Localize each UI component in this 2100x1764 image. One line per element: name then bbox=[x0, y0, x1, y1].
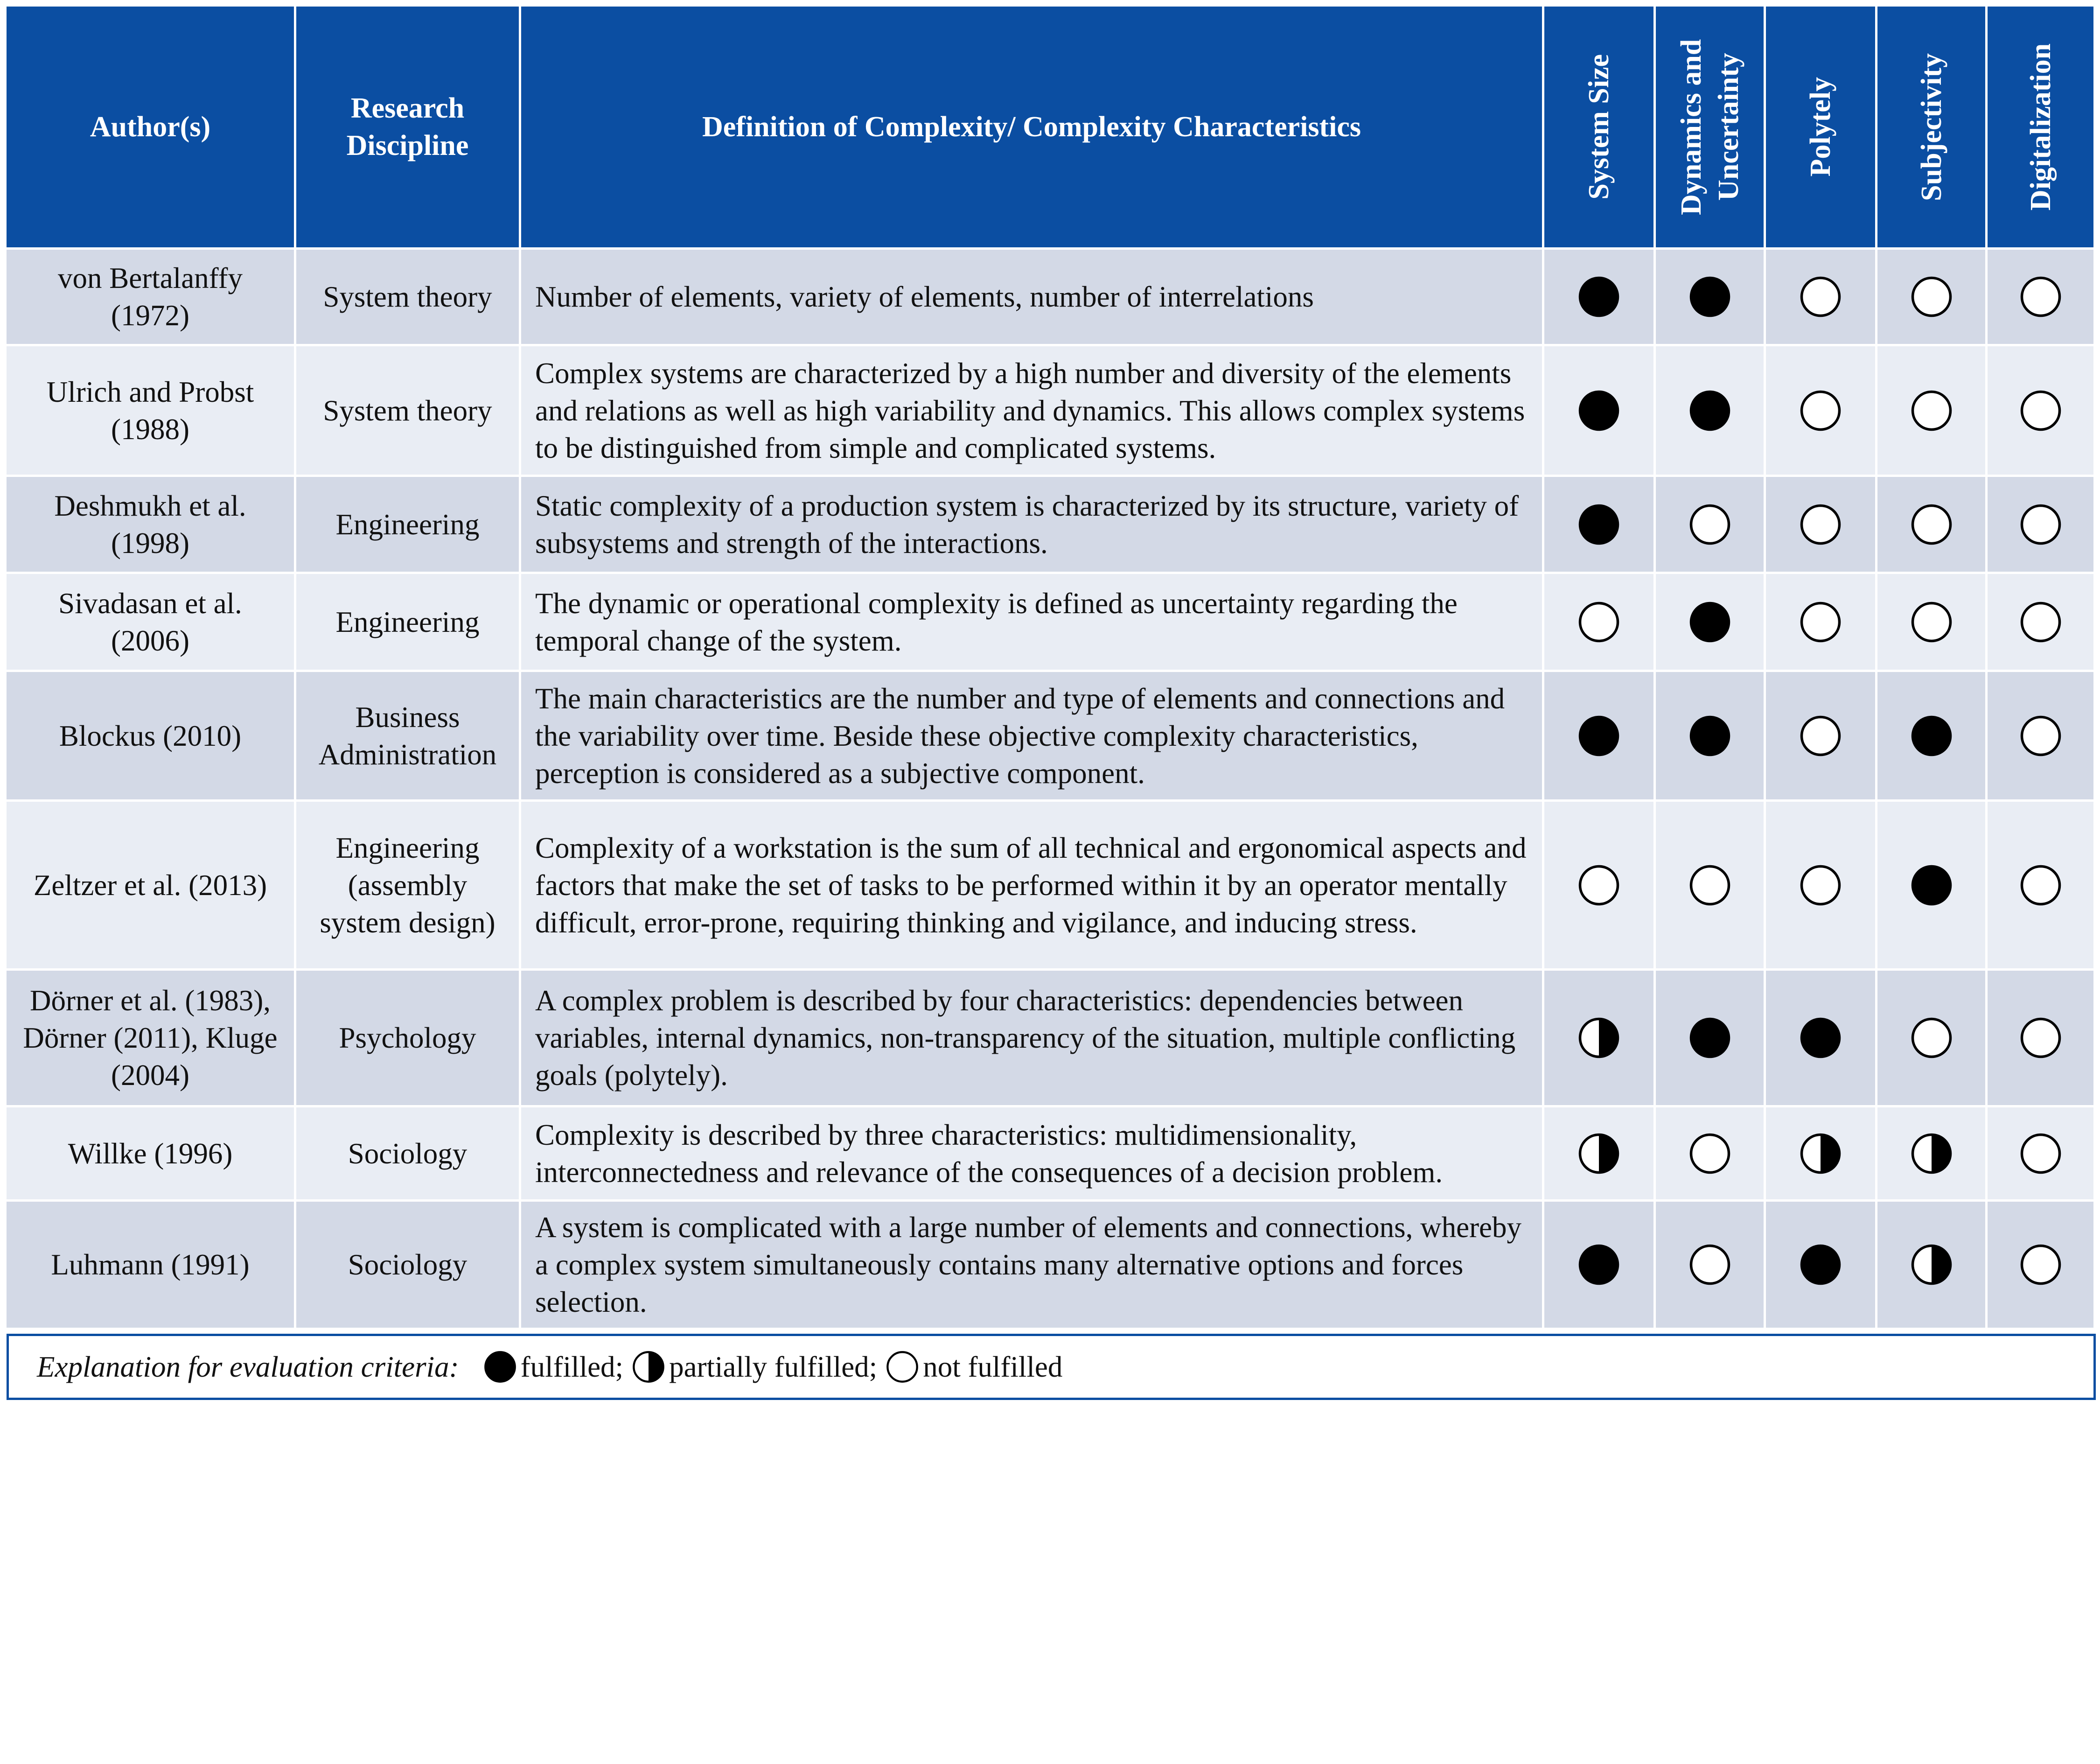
author-text: Dörner et al. (1983), Dörner (2011), Kluge (2004) bbox=[23, 984, 278, 1092]
rating-polytely bbox=[1766, 672, 1875, 799]
author-cell bbox=[7, 802, 294, 968]
rating-subjectivity bbox=[1877, 477, 1985, 572]
author-cell bbox=[7, 1107, 294, 1199]
rating-polytely bbox=[1766, 1202, 1875, 1328]
author-cell bbox=[7, 1202, 294, 1328]
filled-circle-icon bbox=[1577, 1243, 1620, 1286]
empty-circle-icon bbox=[1799, 275, 1842, 318]
rating-polytely bbox=[1766, 250, 1875, 344]
definition-cell bbox=[521, 1202, 1542, 1328]
author-text: von Bertalanffy (1972) bbox=[58, 262, 243, 332]
empty-circle-icon bbox=[1799, 389, 1842, 432]
discipline-cell bbox=[296, 672, 519, 799]
discipline-text: System theory bbox=[323, 394, 492, 427]
author-text: Deshmukh et al. (1998) bbox=[54, 489, 246, 560]
empty-circle-icon bbox=[1910, 503, 1953, 546]
legend-empty-circle-icon bbox=[886, 1350, 919, 1384]
half-circle-icon bbox=[1577, 1132, 1620, 1175]
empty-circle-icon bbox=[1799, 864, 1842, 907]
discipline-cell bbox=[296, 477, 519, 572]
empty-circle-icon bbox=[1799, 503, 1842, 546]
rating-subjectivity bbox=[1877, 346, 1985, 475]
legend-box bbox=[7, 1334, 2096, 1400]
definition-text: Complexity is described by three characteristics: multidimensionality, interconnectedness and relevance of the consequences of a decision problem. bbox=[535, 1118, 1443, 1189]
half-circle-icon bbox=[1799, 1132, 1842, 1175]
filled-circle-icon bbox=[1577, 503, 1620, 546]
empty-circle-icon bbox=[1577, 864, 1620, 907]
author-text: Sivadasan et al. (2006) bbox=[58, 587, 242, 657]
header-digitalization bbox=[1988, 7, 2093, 247]
rating-polytely bbox=[1766, 971, 1875, 1105]
rating-system-size bbox=[1544, 1202, 1653, 1328]
empty-circle-icon bbox=[2019, 864, 2062, 907]
author-text: Luhmann (1991) bbox=[51, 1248, 250, 1281]
discipline-cell bbox=[296, 802, 519, 968]
header-digitalization-text: Digitalization bbox=[2024, 43, 2057, 211]
filled-circle-icon bbox=[1688, 389, 1731, 432]
rating-polytely bbox=[1766, 477, 1875, 572]
empty-circle-icon bbox=[1688, 1132, 1731, 1175]
discipline-text: Engineering bbox=[335, 605, 480, 638]
filled-circle-icon bbox=[1799, 1243, 1842, 1286]
rating-digitalization bbox=[1988, 971, 2093, 1105]
rating-digitalization bbox=[1988, 1202, 2093, 1328]
filled-circle-icon bbox=[1577, 714, 1620, 757]
empty-circle-icon bbox=[1910, 601, 1953, 644]
header-polytely bbox=[1766, 7, 1875, 247]
filled-circle-icon bbox=[1577, 275, 1620, 318]
rating-subjectivity bbox=[1877, 1202, 1985, 1328]
rating-dynamics-uncertainty bbox=[1656, 477, 1764, 572]
definition-cell bbox=[521, 672, 1542, 799]
header-discipline bbox=[296, 7, 519, 247]
filled-circle-icon bbox=[1688, 1016, 1731, 1059]
empty-circle-icon bbox=[2019, 275, 2062, 318]
author-text: Blockus (2010) bbox=[59, 719, 242, 752]
rating-system-size bbox=[1544, 1107, 1653, 1199]
filled-circle-icon bbox=[1688, 714, 1731, 757]
rating-digitalization bbox=[1988, 1107, 2093, 1199]
legend-label: Explanation for evaluation criteria: bbox=[37, 1350, 459, 1383]
rating-digitalization bbox=[1988, 574, 2093, 670]
rating-subjectivity bbox=[1877, 971, 1985, 1105]
rating-polytely bbox=[1766, 1107, 1875, 1199]
rating-polytely bbox=[1766, 346, 1875, 475]
definition-text: Static complexity of a production system is characterized by its structure, variety of subsystems and strength of the interactions. bbox=[535, 489, 1519, 560]
empty-circle-icon bbox=[2019, 601, 2062, 644]
rating-system-size bbox=[1544, 346, 1653, 475]
empty-circle-icon bbox=[2019, 1016, 2062, 1059]
empty-circle-icon bbox=[2019, 503, 2062, 546]
header-system-size-text: System Size bbox=[1583, 54, 1615, 200]
discipline-cell bbox=[296, 1202, 519, 1328]
definition-text: Complex systems are characterized by a high number and diversity of the elements and relations as well as high variability and dynamics. This allows complex systems to be distinguished from simple and complicated systems. bbox=[535, 357, 1525, 464]
rating-subjectivity bbox=[1877, 1107, 1985, 1199]
rating-subjectivity bbox=[1877, 672, 1985, 799]
definition-text: A system is complicated with a large number of elements and connections, whereby a complex system simultaneously contains many alternative options and forces selection. bbox=[535, 1211, 1522, 1318]
header-author bbox=[7, 7, 294, 247]
rating-subjectivity bbox=[1877, 574, 1985, 670]
legend-filled-circle-icon bbox=[483, 1350, 517, 1384]
discipline-text: Sociology bbox=[348, 1137, 467, 1170]
discipline-text: Psychology bbox=[339, 1022, 476, 1054]
header-author-text: Author(s) bbox=[90, 111, 211, 143]
rating-digitalization bbox=[1988, 346, 2093, 475]
definition-text: Complexity of a workstation is the sum of all technical and ergonomical aspects and factors that make the set of tasks to be performed within it by an operator mentally difficult, error-prone, requiring thinking and vigilance, and inducing stress. bbox=[535, 831, 1527, 939]
author-text: Zeltzer et al. (2013) bbox=[33, 868, 267, 902]
legend-partial: partially fulfilled; bbox=[669, 1350, 878, 1383]
header-subjectivity-text: Subjectivity bbox=[1915, 53, 1947, 201]
rating-dynamics-uncertainty bbox=[1656, 1107, 1764, 1199]
rating-dynamics-uncertainty bbox=[1656, 250, 1764, 344]
definition-text: The main characteristics are the number and type of elements and connections and the variability over time. Beside these objective complexity characteristics, perception is considered as a subjective component. bbox=[535, 682, 1505, 790]
rating-subjectivity bbox=[1877, 250, 1985, 344]
legend-fulfilled: fulfilled; bbox=[520, 1350, 624, 1383]
empty-circle-icon bbox=[1688, 1243, 1731, 1286]
rating-digitalization bbox=[1988, 802, 2093, 968]
empty-circle-icon bbox=[1799, 601, 1842, 644]
rating-dynamics-uncertainty bbox=[1656, 574, 1764, 670]
filled-circle-icon bbox=[1688, 275, 1731, 318]
author-cell bbox=[7, 574, 294, 670]
definition-cell bbox=[521, 574, 1542, 670]
filled-circle-icon bbox=[1799, 1016, 1842, 1059]
definition-cell bbox=[521, 1107, 1542, 1199]
header-discipline-text: Research Discipline bbox=[346, 92, 469, 161]
half-circle-icon bbox=[1910, 1243, 1953, 1286]
author-cell bbox=[7, 346, 294, 475]
legend-none: not fulfilled bbox=[923, 1350, 1063, 1383]
definition-cell bbox=[521, 250, 1542, 344]
filled-circle-icon bbox=[1910, 714, 1953, 757]
header-definition bbox=[521, 7, 1542, 247]
empty-circle-icon bbox=[2019, 1132, 2062, 1175]
definition-text: The dynamic or operational complexity is defined as uncertainty regarding the temporal change of the system. bbox=[535, 587, 1458, 657]
empty-circle-icon bbox=[2019, 1243, 2062, 1286]
author-cell bbox=[7, 477, 294, 572]
rating-dynamics-uncertainty bbox=[1656, 1202, 1764, 1328]
rating-dynamics-uncertainty bbox=[1656, 802, 1764, 968]
rating-digitalization bbox=[1988, 250, 2093, 344]
rating-subjectivity bbox=[1877, 802, 1985, 968]
rating-system-size bbox=[1544, 477, 1653, 572]
rating-polytely bbox=[1766, 802, 1875, 968]
empty-circle-icon bbox=[1910, 275, 1953, 318]
discipline-text: Business Administration bbox=[318, 700, 497, 771]
definition-cell bbox=[521, 477, 1542, 572]
author-cell bbox=[7, 971, 294, 1105]
discipline-text: Engineering (assembly system design) bbox=[320, 831, 495, 939]
half-circle-icon bbox=[1910, 1132, 1953, 1175]
rating-system-size bbox=[1544, 971, 1653, 1105]
header-subjectivity bbox=[1877, 7, 1985, 247]
empty-circle-icon bbox=[2019, 714, 2062, 757]
author-text: Willke (1996) bbox=[68, 1137, 233, 1170]
discipline-cell bbox=[296, 971, 519, 1105]
filled-circle-icon bbox=[1910, 864, 1953, 907]
empty-circle-icon bbox=[1688, 503, 1731, 546]
empty-circle-icon bbox=[1577, 601, 1620, 644]
rating-system-size bbox=[1544, 802, 1653, 968]
empty-circle-icon bbox=[1688, 864, 1731, 907]
rating-system-size bbox=[1544, 672, 1653, 799]
half-circle-icon bbox=[1577, 1016, 1620, 1059]
rating-digitalization bbox=[1988, 477, 2093, 572]
empty-circle-icon bbox=[1910, 389, 1953, 432]
rating-dynamics-uncertainty bbox=[1656, 346, 1764, 475]
author-cell bbox=[7, 672, 294, 799]
header-dynamics-uncertainty bbox=[1656, 7, 1764, 247]
header-dynamics-uncertainty-text: Dynamics and Uncertainty bbox=[1675, 39, 1744, 215]
header-polytely-text: Polytely bbox=[1805, 77, 1836, 177]
author-cell bbox=[7, 250, 294, 344]
discipline-cell bbox=[296, 250, 519, 344]
rating-system-size bbox=[1544, 250, 1653, 344]
rating-dynamics-uncertainty bbox=[1656, 672, 1764, 799]
filled-circle-icon bbox=[1688, 601, 1731, 644]
discipline-cell bbox=[296, 346, 519, 475]
definition-text: Number of elements, variety of elements, number of interrelations bbox=[535, 280, 1314, 313]
empty-circle-icon bbox=[1799, 714, 1842, 757]
discipline-cell bbox=[296, 574, 519, 670]
definition-text: A complex problem is described by four characteristics: dependencies between variables, internal dynamics, non-transparency of the situation, multiple conflicting goals (polytely). bbox=[535, 984, 1516, 1092]
discipline-text: Engineering bbox=[335, 508, 480, 541]
discipline-cell bbox=[296, 1107, 519, 1199]
definition-cell bbox=[521, 971, 1542, 1105]
header-definition-text: Definition of Complexity/ Complexity Characteristics bbox=[702, 111, 1361, 143]
header-system-size bbox=[1544, 7, 1653, 247]
rating-digitalization bbox=[1988, 672, 2093, 799]
definition-cell bbox=[521, 802, 1542, 968]
empty-circle-icon bbox=[2019, 389, 2062, 432]
filled-circle-icon bbox=[1577, 389, 1620, 432]
author-text: Ulrich and Probst (1988) bbox=[46, 375, 254, 446]
discipline-text: Sociology bbox=[348, 1248, 467, 1281]
rating-polytely bbox=[1766, 574, 1875, 670]
definition-cell bbox=[521, 346, 1542, 475]
discipline-text: System theory bbox=[323, 280, 492, 313]
legend-half-circle-icon bbox=[632, 1350, 665, 1384]
rating-dynamics-uncertainty bbox=[1656, 971, 1764, 1105]
empty-circle-icon bbox=[1910, 1016, 1953, 1059]
rating-system-size bbox=[1544, 574, 1653, 670]
